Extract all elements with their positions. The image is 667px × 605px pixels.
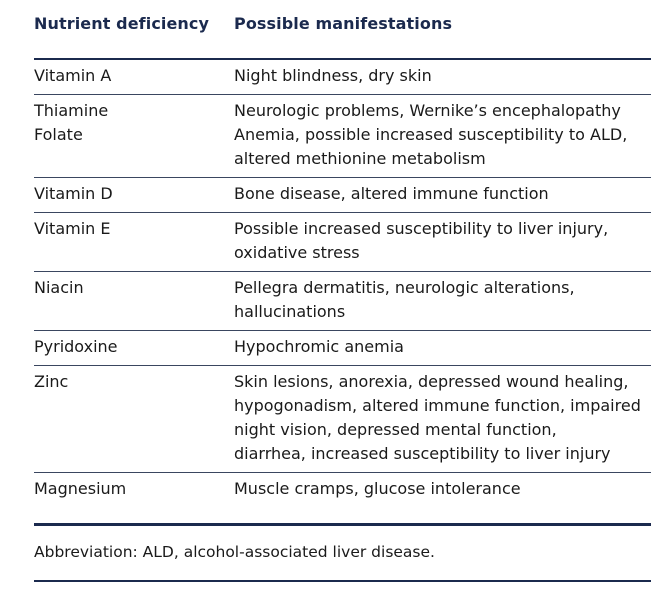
- manifestation-line: Skin lesions, anorexia, depressed wound healing,: [234, 372, 629, 391]
- table-row: [34, 95, 651, 178]
- manifestation-line: night vision, depressed mental function,: [234, 420, 557, 439]
- table-row: [34, 213, 651, 272]
- manifestation-line: Bone disease, altered immune function: [234, 184, 549, 203]
- manifestation-line: hallucinations: [234, 302, 346, 321]
- manifestation-line: oxidative stress: [234, 243, 360, 262]
- manifestations-cell: [234, 217, 654, 265]
- nutrient-name: Niacin: [34, 278, 84, 297]
- manifestation-line: hypogonadism, altered immune function, impaired: [234, 396, 641, 415]
- nutrient-cell: [34, 217, 229, 241]
- footnote: Abbreviation: ALD, alcohol-associated liver disease.: [34, 543, 435, 561]
- manifestation-line: Pellegra dermatitis, neurologic alterations,: [234, 278, 575, 297]
- table-row: [34, 272, 651, 331]
- manifestation-line: Neurologic problems, Wernike’s encephalopathy: [234, 101, 621, 120]
- manifestations-cell: [234, 370, 654, 466]
- table-row: [34, 331, 651, 366]
- manifestation-line: Night blindness, dry skin: [234, 66, 432, 85]
- nutrient-cell: [34, 182, 229, 206]
- nutrient-name: Vitamin A: [34, 66, 112, 85]
- footer-rule: [34, 580, 651, 582]
- table-row: [34, 60, 651, 95]
- table-row: [34, 473, 651, 507]
- nutrient-name: Vitamin D: [34, 184, 113, 203]
- table-bottom-rule: [34, 523, 651, 526]
- nutrient-name: Magnesium: [34, 479, 127, 498]
- nutrient-name: Zinc: [34, 372, 69, 391]
- nutrient-cell: [34, 99, 229, 147]
- manifestation-line: altered methionine metabolism: [234, 149, 486, 168]
- table-row: [34, 178, 651, 213]
- manifestations-cell: [234, 335, 654, 359]
- nutrient-table: [34, 0, 651, 507]
- nutrient-cell: [34, 370, 229, 394]
- manifestations-cell: [234, 276, 654, 324]
- manifestations-cell: [234, 477, 654, 501]
- header-possible-manifestations: Possible manifestations: [234, 14, 453, 33]
- nutrient-name: Pyridoxine: [34, 337, 118, 356]
- nutrient-cell: [34, 276, 229, 300]
- nutrient-cell: [34, 477, 229, 501]
- manifestation-line: Muscle cramps, glucose intolerance: [234, 479, 521, 498]
- table-body: [34, 60, 651, 507]
- nutrient-name: Thiamine: [34, 101, 109, 120]
- table-header: [34, 0, 651, 60]
- nutrient-cell: [34, 335, 229, 359]
- nutrient-name: Vitamin E: [34, 219, 111, 238]
- nutrient-name: Folate: [34, 125, 83, 144]
- manifestation-line: Possible increased susceptibility to liver injury,: [234, 219, 609, 238]
- manifestations-cell: [234, 64, 654, 88]
- manifestation-line: Hypochromic anemia: [234, 337, 404, 356]
- manifestation-line: Anemia, possible increased susceptibility to ALD,: [234, 125, 628, 144]
- manifestations-cell: [234, 182, 654, 206]
- table-row: [34, 366, 651, 473]
- nutrient-cell: [34, 64, 229, 88]
- header-nutrient-deficiency: Nutrient deficiency: [34, 14, 210, 33]
- manifestations-cell: [234, 99, 654, 171]
- manifestation-line: diarrhea, increased susceptibility to liver injury: [234, 444, 611, 463]
